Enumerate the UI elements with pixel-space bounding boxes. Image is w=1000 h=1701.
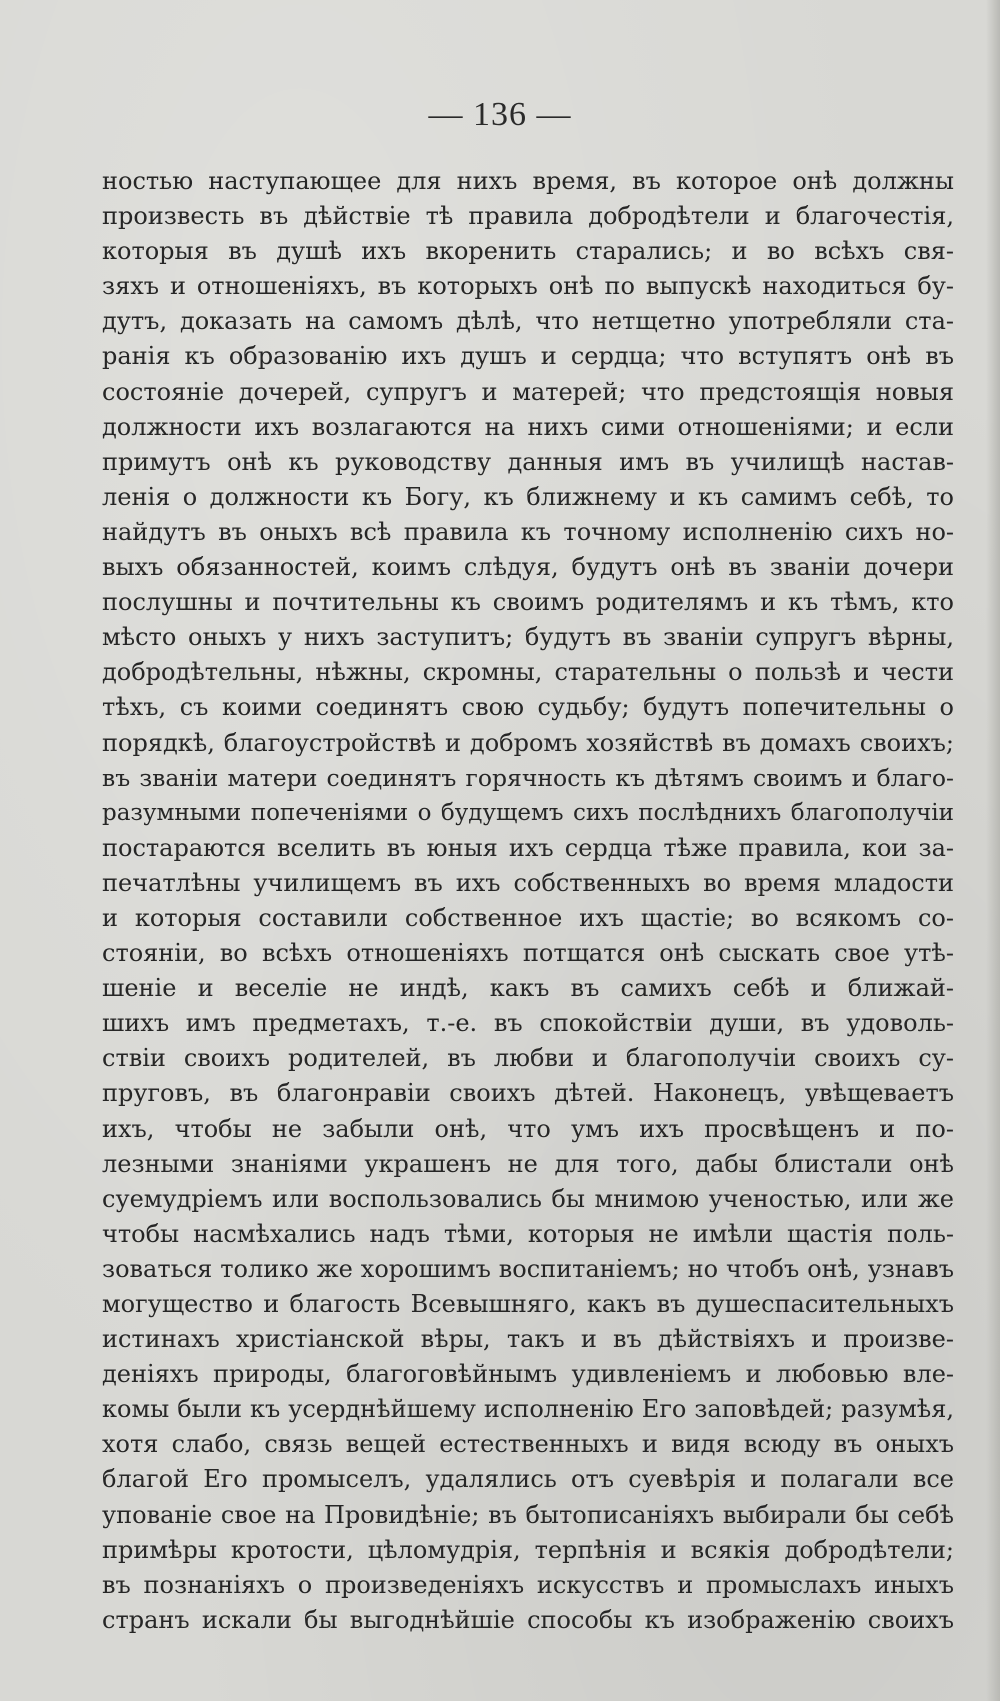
text-line: ранія къ образованію ихъ душъ и сердца; что вступятъ онѣ въ (102, 342, 954, 371)
text-line: ленія о должности къ Богу, къ ближнему и къ самимъ себѣ, то (102, 482, 954, 511)
text-line: послушны и почтительны къ своимъ родителямъ и къ тѣмъ, кто (102, 588, 954, 617)
text-line: суемудріемъ или воспользовались бы мнимою ученостью, или же (102, 1184, 954, 1213)
text-line: чтобы насмѣхались надъ тѣми, которыя не имѣли щастія поль- (102, 1219, 954, 1248)
body-text (102, 164, 954, 1638)
text-line: состояніе дочерей, супругъ и матерей; что предстоящія новыя (102, 377, 954, 406)
text-line: комы были къ усерднѣйшему исполненію Его заповѣдей; разумѣя, (102, 1395, 954, 1424)
text-line: зоваться толико же хорошимъ воспитаніемъ; но чтобъ онѣ, узнавъ (102, 1254, 954, 1283)
text-line: тѣхъ, съ коими соединятъ свою судьбу; будутъ попечительны о (102, 693, 954, 722)
text-line: должности ихъ возлагаются на нихъ сими отношеніями; и если (102, 412, 954, 441)
page-edge-shadow (986, 0, 1000, 1701)
text-line: могущество и благость Всевышняго, какъ въ душеспасительныхъ (102, 1290, 954, 1318)
text-line: шихъ имъ предметахъ, т.-е. въ спокойствіи души, въ удоволь- (102, 1009, 954, 1038)
text-line: упованіе свое на Провидѣніе; въ бытописаніяхъ выбирали бы себѣ (102, 1500, 954, 1529)
text-line: разумными попеченіями о будущемъ сихъ послѣднихъ благополучіи (102, 799, 954, 826)
text-line: дутъ, доказать на самомъ дѣлѣ, что нетщетно употребляли ста- (102, 307, 954, 336)
page-number: — 136 — (428, 96, 572, 133)
text-line: примутъ онѣ къ руководству данныя имъ въ училищѣ настав- (102, 447, 954, 476)
text-line: въ познаніяхъ о произведеніяхъ искусствъ и промыслахъ иныхъ (102, 1570, 954, 1599)
text-line: которыя въ душѣ ихъ вкоренить старались; и во всѣхъ свя- (102, 237, 954, 266)
text-line: истинахъ христіанской вѣры, такъ и въ дѣйствіяхъ и произве- (102, 1325, 954, 1354)
text-line: шеніе и веселіе не индѣ, какъ въ самихъ себѣ и ближай- (102, 974, 954, 1003)
text-line: ствіи своихъ родителей, въ любви и благополучіи своихъ су- (102, 1044, 954, 1073)
text-line: найдутъ въ оныхъ всѣ правила къ точному исполненію сихъ но- (102, 517, 954, 546)
text-line: стояніи, во всѣхъ отношеніяхъ потщатся онѣ сыскать свое утѣ- (102, 939, 954, 968)
text-line: ихъ, чтобы не забыли онѣ, что умъ ихъ просвѣщенъ и по- (102, 1114, 954, 1143)
text-line: благой Его промыселъ, удалялись отъ суевѣрія и полагали все (102, 1465, 954, 1494)
text-line: порядкѣ, благоустройствѣ и добромъ хозяйствѣ въ домахъ своихъ; (102, 728, 954, 757)
text-line: добродѣтельны, нѣжны, скромны, старательны о пользѣ и чести (102, 658, 954, 687)
text-line: мѣсто оныхъ у нихъ заступитъ; будутъ въ званіи супругъ вѣрны, (102, 623, 954, 652)
text-line: и которыя составили собственное ихъ щастіе; во всякомъ со- (102, 903, 954, 932)
text-line: зяхъ и отношеніяхъ, въ которыхъ онѣ по выпускѣ находиться бу- (102, 272, 954, 301)
text-line: странъ искали бы выгоднѣйшіе способы къ изображенію своихъ (102, 1605, 954, 1634)
text-line: примѣры кротости, цѣломудрія, терпѣнія и всякія добродѣтели; (102, 1535, 954, 1564)
text-line: произвесть въ дѣйствіе тѣ правила добродѣтели и благочестія, (102, 202, 954, 231)
text-line: печатлѣны училищемъ въ ихъ собственныхъ во время младости (102, 868, 954, 897)
text-line: въ званіи матери соединятъ горячность къ дѣтямъ своимъ и благо- (102, 763, 954, 792)
text-line: хотя слабо, связь вещей естественныхъ и видя всюду въ оныхъ (102, 1430, 954, 1459)
text-line: постараются вселить въ юныя ихъ сердца тѣже правила, кои за- (102, 833, 954, 862)
text-line: пруговъ, въ благонравіи своихъ дѣтей. Наконецъ, увѣщеваетъ (102, 1079, 954, 1108)
text-line: лезными знаніями украшенъ не для того, дабы блистали онѣ (102, 1149, 954, 1178)
text-line: деніяхъ природы, благоговѣйнымъ удивленіемъ и любовью вле- (102, 1360, 954, 1389)
text-line: выхъ обязанностей, коимъ слѣдуя, будутъ онѣ въ званіи дочери (102, 553, 954, 582)
text-line: ностью наступающее для нихъ время, въ которое онѣ должны (102, 167, 954, 195)
